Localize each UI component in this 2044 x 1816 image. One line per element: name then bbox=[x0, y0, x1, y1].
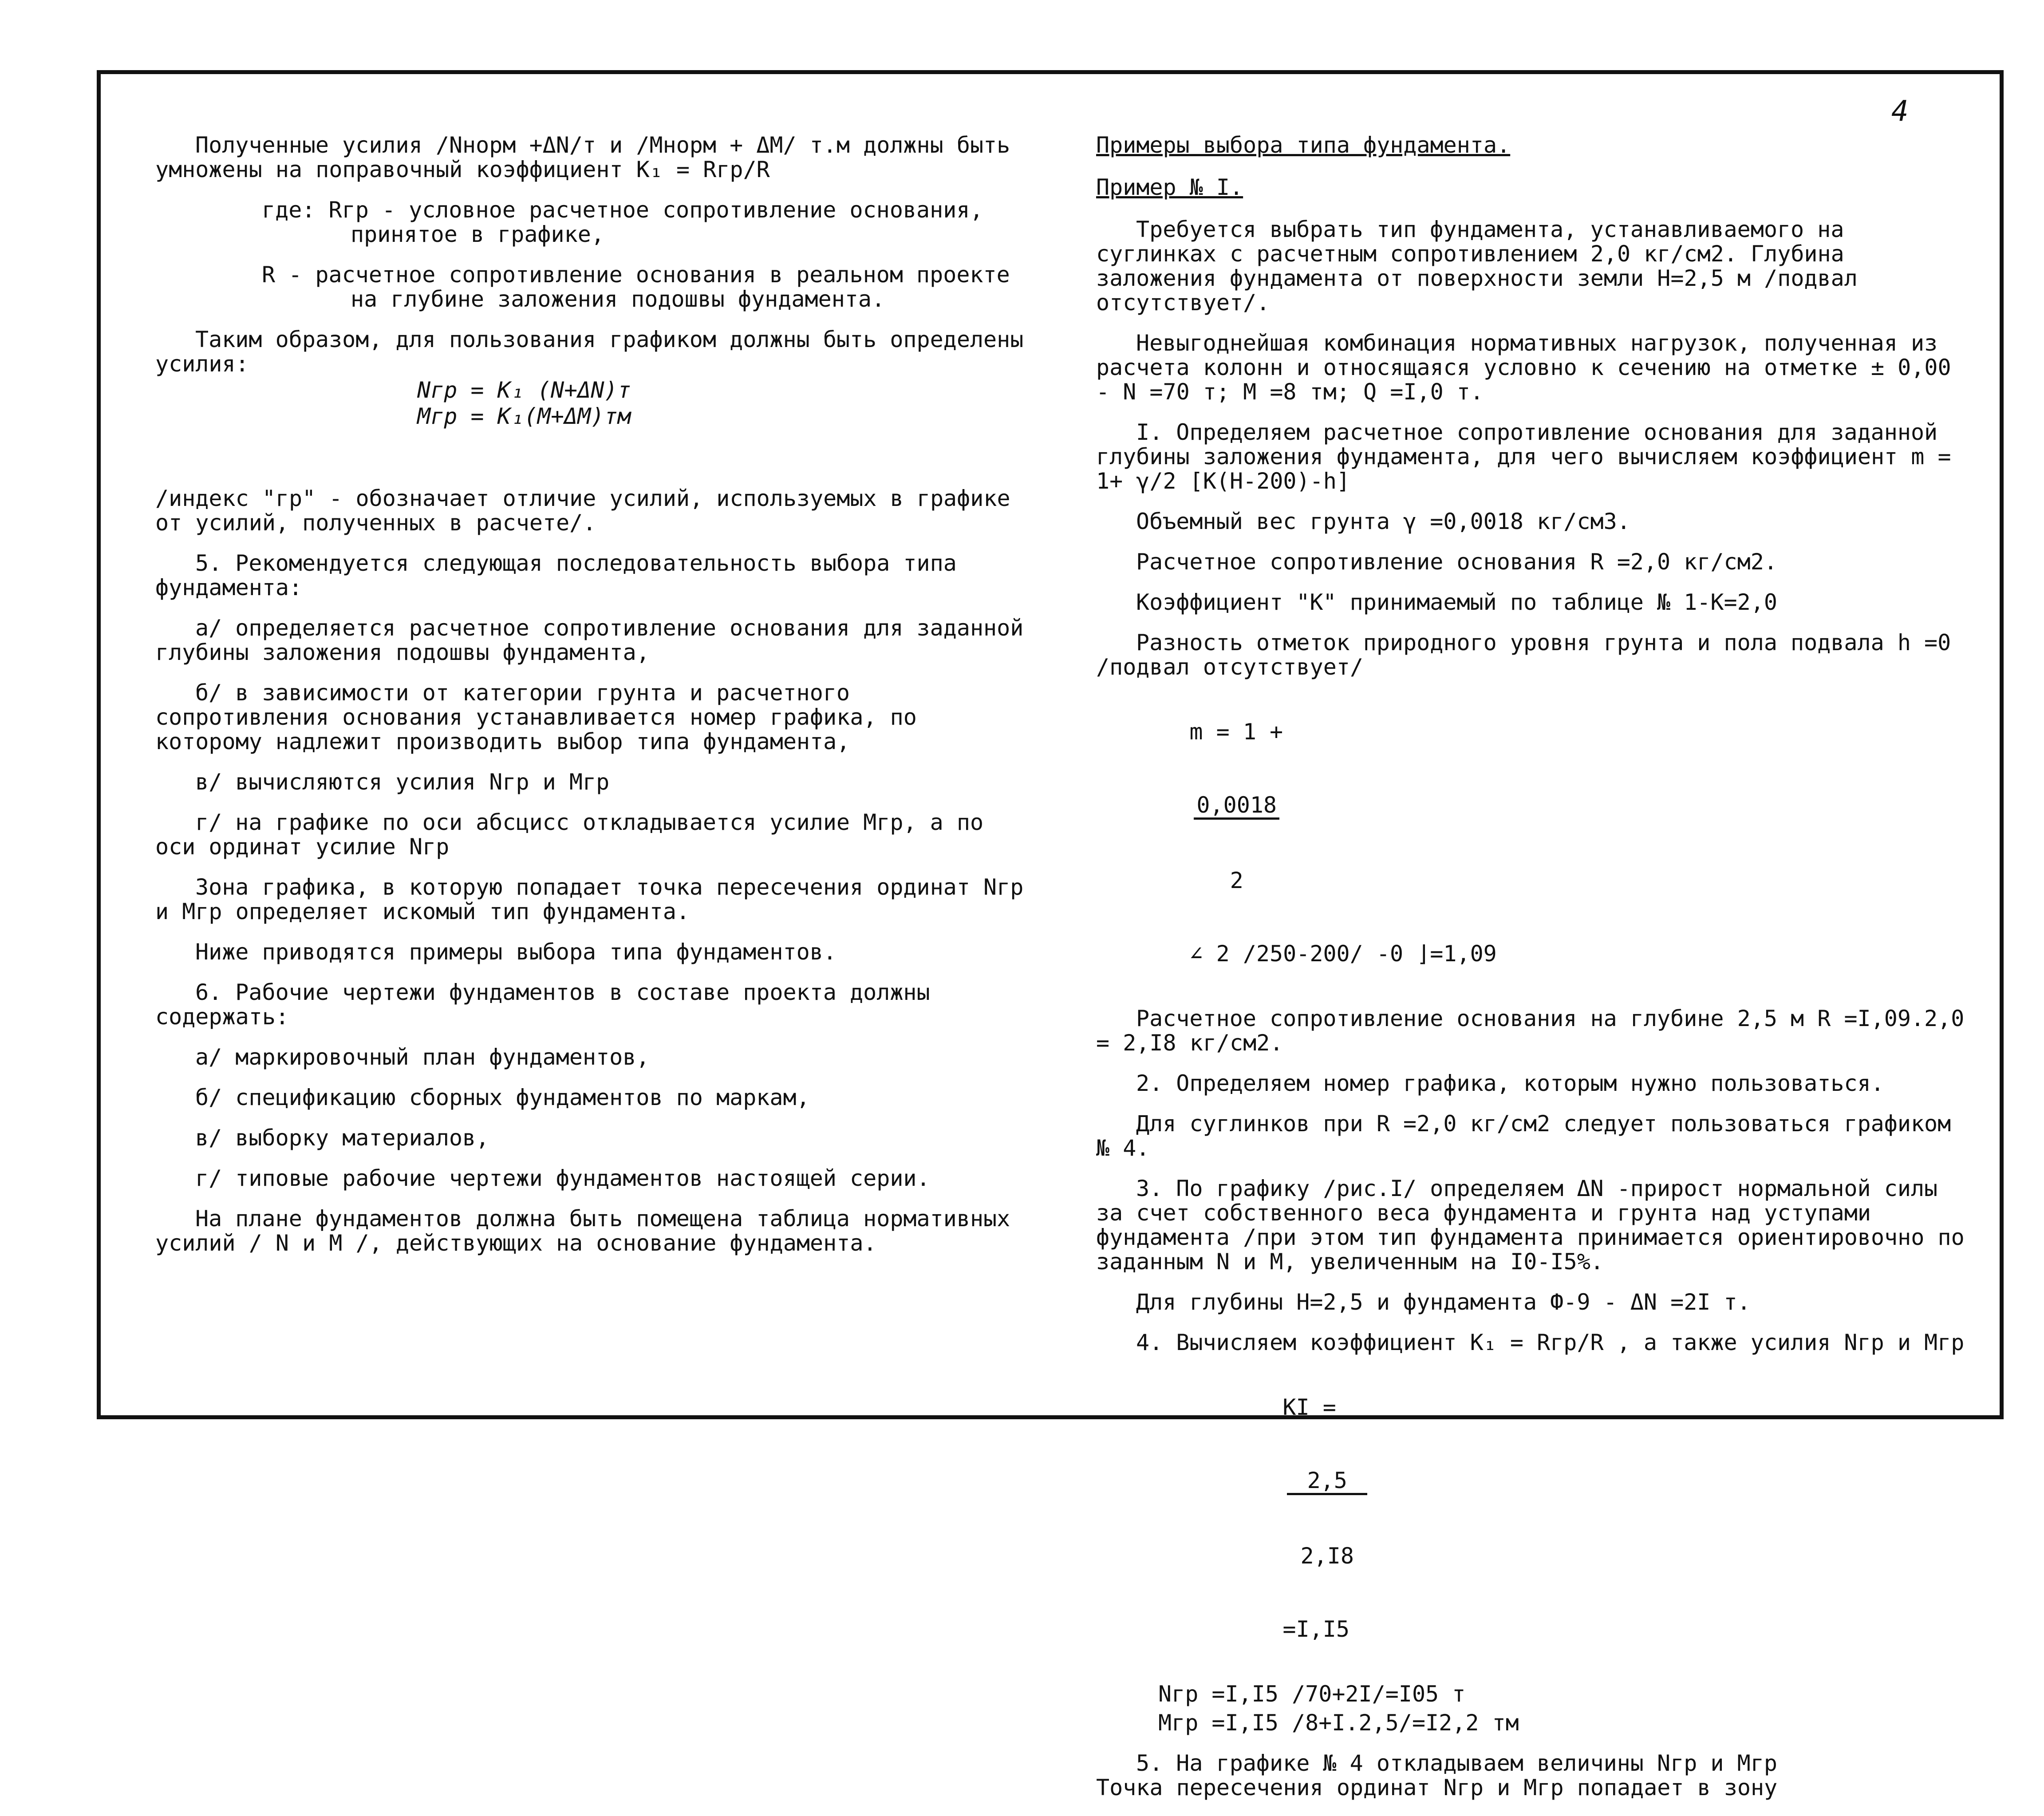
list-item: б/ спецификацию сборных фундаментов по маркам, bbox=[195, 1085, 810, 1110]
paragraph: На плане фундаментов должна быть помещена таблица нормативных усилий / N и M /, действующих на основание фундамента. bbox=[155, 1206, 1024, 1256]
left-column bbox=[155, 132, 1037, 1271]
paragraph: 3. По графику /рис.I/ определяем ΔN -прирост нормальной силы за счет собственного веса фундамента и грунта над уступами фундамента /при этом тип фундамента принимается ориентировочно по заданным N и M, увеличенным на I0-I5%. bbox=[1096, 1176, 1978, 1275]
paragraph: /индекс "гр" - обозначает отличие усилий, используемых в графике от усилий, полученных в расчете/. bbox=[155, 486, 1024, 536]
fraction bbox=[1194, 744, 1279, 942]
definition: где: Rгр - условное расчетное сопротивление основания, принятое в графике, bbox=[262, 197, 997, 247]
right-column bbox=[1096, 132, 1978, 1816]
list-item: в/ выборку материалов, bbox=[195, 1125, 489, 1151]
paragraph: 5. Рекомендуется следующая последовательность выбора типа фундамента: bbox=[155, 550, 970, 600]
list-item: а/ определяется расчетное сопротивление основания для заданной глубины заложения подошвы фундамента, bbox=[155, 615, 1037, 665]
formula-k1 bbox=[1096, 1371, 1970, 1666]
paragraph: Расчетное сопротивление основания R =2,0 кг/см2. bbox=[1136, 549, 1777, 575]
paragraph: Требуется выбрать тип фундамента, устанавливаемого на суглинках с расчетным сопротивлением 2,0 кг/см2. Глубина заложения фундамента от поверхности земли Н=2,5 м /подвал отсутствует/. bbox=[1096, 217, 1871, 316]
fraction-numerator: 2,5 bbox=[1287, 1469, 1367, 1495]
paragraph: Разность отметок природного уровня грунта и пола подвала h =0 /подвал отсутствует/ bbox=[1096, 630, 1965, 680]
list-item: г/ типовые рабочие чертежи фундаментов настоящей серии. bbox=[195, 1165, 930, 1191]
list-item: г/ на графике по оси абсцисс откладывается усилие Mгр, а по оси ординат усилие Nгр bbox=[155, 809, 997, 860]
paragraph: 4. Вычисляем коэффициент K₁ = Rгр/R , а также усилия Nгр и Mгр bbox=[1136, 1330, 1965, 1355]
paragraph: Коэффициент "К" принимаемый по таблице № 1-К=2,0 bbox=[1136, 589, 1777, 615]
fraction-numerator: 0,0018 bbox=[1194, 793, 1279, 820]
paragraph: Невыгоднейшая комбинация нормативных нагрузок, полученная из расчета колонн и относящаяся условно к сечению на отметке ± 0,00 - N =70 т; M =8 тм; Q =I,0 т. bbox=[1096, 330, 1965, 405]
paragraph: 5. На графике № 4 откладываем величины Nгр и Mгр bbox=[1136, 1750, 1777, 1776]
formula-text: =I,I5 bbox=[1282, 1616, 1350, 1642]
paragraph: 6. Рабочие чертежи фундаментов в составе проекта должны содержать: bbox=[155, 979, 943, 1030]
paragraph: Ниже приводятся примеры выбора типа фундаментов. bbox=[195, 939, 837, 965]
paragraph: Для суглинков при R =2,0 кг/см2 следует пользоваться графиком № 4. bbox=[1096, 1111, 1965, 1161]
paragraph: Полученные усилия /Nнорм +ΔN/т и /Мнорм + ΔМ/ т.м должны быть умножены на поправочный коэффициент K₁ = Rгр/R bbox=[155, 132, 1024, 182]
formula-text: KI = bbox=[1282, 1394, 1336, 1420]
example-heading: Пример № I. bbox=[1096, 174, 1243, 200]
paragraph: Для глубины Н=2,5 и фундамента Ф-9 - ΔN =2I т. bbox=[1136, 1289, 1751, 1315]
paragraph: Объемный вес грунта γ =0,0018 кг/см3. bbox=[1136, 509, 1630, 534]
fraction-denominator: 2,I8 bbox=[1300, 1543, 1354, 1569]
paragraph: I. Определяем расчетное сопротивление основания для заданной глубины заложения фундамента, для чего вычисляем коэффициент m = 1+ γ/2 [K(H-200)-h] bbox=[1096, 419, 1965, 494]
paragraph: Зона графика, в которую попадает точка пересечения ординат Nгр и Mгр определяет искомый тип фундамента. bbox=[155, 874, 1037, 924]
formula: Mгр =I,I5 /8+I.2,5/=I2,2 тм bbox=[1158, 1710, 1519, 1736]
section-title: Примеры выбора типа фундамента. bbox=[1096, 132, 1511, 158]
definition: R - расчетное сопротивление основания в реальном проекте на глубине заложения подошвы фундамента. bbox=[262, 262, 1023, 312]
formula-text: m = 1 + bbox=[1189, 719, 1283, 745]
paragraph: Расчетное сопротивление основания на глубине 2,5 м R =I,09.2,0 = 2,I8 кг/см2. bbox=[1096, 1006, 1978, 1056]
fraction-denominator: 2 bbox=[1230, 868, 1243, 893]
formula-m bbox=[1096, 695, 1970, 991]
paragraph: Точка пересечения ординат Nгр и Mгр попадает в зону bbox=[1096, 1775, 1778, 1800]
list-item: а/ маркировочный план фундаментов, bbox=[195, 1044, 650, 1070]
page-number: 4 bbox=[1891, 95, 1909, 128]
formula: Nгр = K₁ (N+ΔN)т bbox=[417, 377, 631, 403]
formula: Mгр = K₁(M+ΔM)тм bbox=[417, 403, 631, 429]
list-item: б/ в зависимости от категории грунта и расчетного сопротивления основания устанавливается номер графика, по которому надлежит производить выбор типа фундамента, bbox=[155, 680, 930, 754]
formula: Nгр =I,I5 /70+2I/=I05 т bbox=[1158, 1681, 1466, 1707]
list-item: в/ вычисляются усилия Nгр и Mгр bbox=[195, 769, 610, 795]
paragraph: Таким образом, для пользования графиком должны быть определены усилия: bbox=[155, 327, 1037, 377]
paragraph: 2. Определяем номер графика, которым нужно пользоваться. bbox=[1136, 1070, 1884, 1096]
fraction bbox=[1287, 1420, 1367, 1617]
formula-text: ∠ 2 /250-200/ -0 ⌋=1,09 bbox=[1189, 941, 1497, 967]
